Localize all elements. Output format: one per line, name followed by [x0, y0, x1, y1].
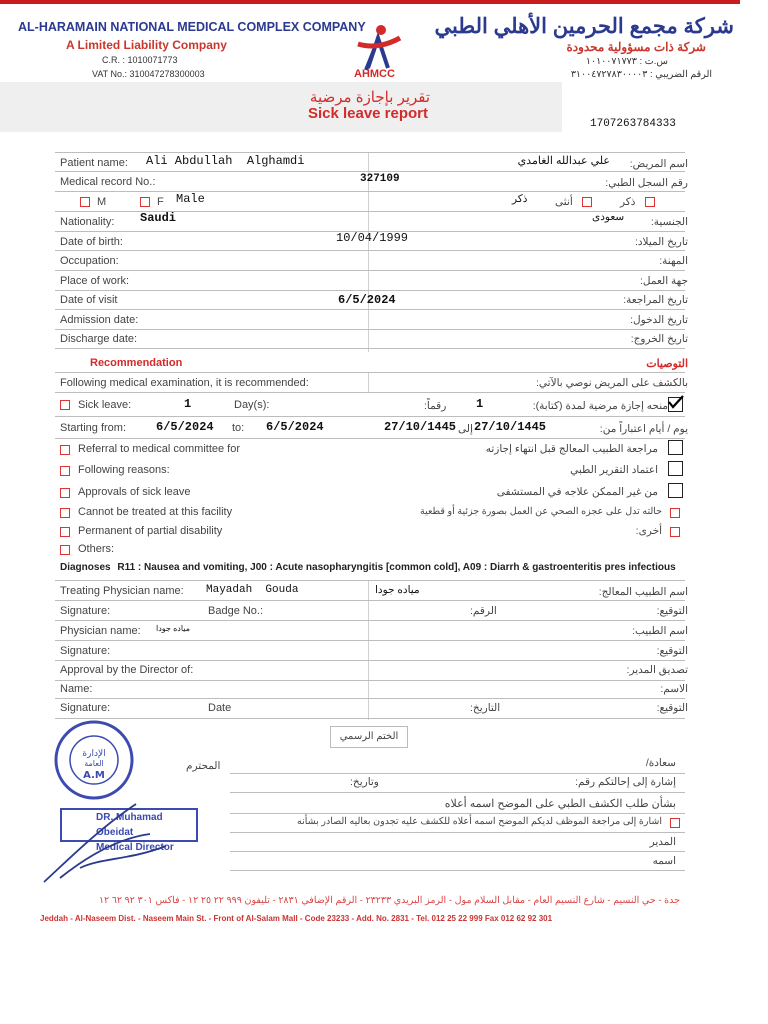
- start-label: Starting from:: [60, 422, 127, 434]
- visit-label-ar: تاريخ المراجعة:: [623, 294, 688, 306]
- cr-number-en: C.R. : 1010071773: [102, 55, 178, 65]
- signature-label-ar: التوقيع:: [656, 605, 688, 617]
- dob-label: Date of birth:: [60, 236, 123, 248]
- seal-icon: [52, 718, 136, 802]
- row-line: [55, 416, 685, 417]
- start-value: 6/5/2024: [156, 420, 214, 434]
- option-cannot-treat: Cannot be treated at this facility: [78, 506, 233, 518]
- director-ar: المدير: [649, 836, 676, 848]
- option-reasons-ar: اعتماد التقرير الطبي: [570, 464, 658, 476]
- dob-value: 10/04/1999: [336, 231, 409, 245]
- footer-address-en: Jeddah - Al-Naseem Dist. - Naseem Main St. - Front of Al-Salam Mall - Code 23233 - Add. No. 2831 - Tel. 012 25 22 999 Fax 012 62 92 301: [40, 914, 553, 923]
- option-checkbox[interactable]: [60, 466, 70, 476]
- name-label-ar: الاسم:: [660, 683, 688, 695]
- nationality-value-ar: سعودى: [592, 211, 625, 223]
- male-checkbox[interactable]: [80, 197, 90, 207]
- title-band: [0, 82, 562, 132]
- option-checkbox[interactable]: [60, 545, 70, 555]
- mrn-label-ar: رقم السجل الطبي:: [605, 177, 688, 189]
- company-name-en: AL-HARAMAIN NATIONAL MEDICAL COMPLEX COMPANY: [18, 20, 366, 34]
- row-line: [55, 392, 685, 393]
- vat-number-en: VAT No.: 310047278300003: [92, 69, 205, 79]
- report-title-en: Sick leave report: [307, 105, 429, 122]
- option-checkbox-ar[interactable]: [668, 461, 683, 476]
- vat-number-ar: الرقم الضريبي : ٣١٠٠٤٧٢٧٨٣٠٠٠٠٣: [570, 69, 712, 80]
- option-checkbox-ar[interactable]: [668, 440, 683, 455]
- treating-physician-value: Mayadah Gouda: [206, 584, 299, 596]
- hijri-start: 27/10/1445: [384, 420, 457, 434]
- admission-label: Admission date:: [60, 314, 139, 326]
- patient-name-value: Ali Abdullah Alghamdi: [146, 154, 305, 168]
- diagnoses-label: Diagnoses: [60, 562, 111, 573]
- treating-physician-label: Treating Physician name:: [60, 585, 184, 597]
- option-disability: Permanent of partial disability: [78, 525, 223, 537]
- gender-value: Male: [176, 192, 205, 206]
- sick-leave-days: 1: [184, 397, 192, 411]
- svg-text:العامة: العامة: [84, 759, 104, 768]
- report-number: 1707263784333: [590, 118, 676, 130]
- director-signature: [40, 798, 170, 888]
- excellency-ar: سعادة/: [645, 757, 676, 769]
- visit-label: Date of visit: [60, 294, 118, 306]
- row-line: [230, 851, 685, 852]
- date-label-ar: التاريخ:: [470, 702, 501, 714]
- and-date-ar: وتاريخ:: [350, 776, 379, 788]
- treating-physician-label-ar: اسم الطبيب المعالج:: [598, 586, 688, 598]
- approval-label-ar: تصديق المدير:: [626, 664, 688, 676]
- option-checkbox[interactable]: [60, 527, 70, 537]
- row-line: [230, 870, 685, 871]
- cr-number-ar: س.ت : ١٠١٠٠٧١٧٧٣: [585, 56, 668, 67]
- number-label-ar: رقماً:: [424, 400, 447, 412]
- signature-label: Signature:: [60, 605, 111, 617]
- physician-name-label: Physician name:: [60, 625, 141, 637]
- nationality-label: Nationality:: [60, 216, 115, 228]
- row-line: [55, 438, 685, 439]
- svg-text:A.M: A.M: [83, 770, 105, 781]
- days-label: Day(s):: [234, 399, 270, 411]
- sick-leave-checkbox[interactable]: [60, 400, 70, 410]
- company-name-ar: شركة مجمع الحرمين الأهلي الطبي: [434, 15, 734, 38]
- patient-name-value-ar: علي عبدالله الغامدي: [517, 155, 610, 167]
- mrn-label: Medical record No.:: [60, 176, 156, 188]
- badge-label: Badge No.:: [208, 605, 264, 617]
- end-value: 6/5/2024: [266, 420, 324, 434]
- option-checkbox[interactable]: [60, 445, 70, 455]
- row-line: [55, 329, 685, 330]
- row-line: [55, 290, 685, 291]
- regarding-ar: بشأن طلب الكشف الطبي على الموضح اسمه أعلاه: [444, 798, 676, 810]
- signature2-label-ar: التوقيع:: [656, 645, 688, 657]
- row-line: [230, 813, 685, 814]
- dob-label-ar: تاريخ الميلاد:: [634, 236, 688, 248]
- respected-ar: المحترم: [186, 760, 221, 772]
- option-referral-ar: مراجعة الطبيب المعالج قبل انتهاء إجازته: [485, 443, 658, 455]
- female-checkbox[interactable]: [140, 197, 150, 207]
- admission-label-ar: تاريخ الدخول:: [630, 314, 688, 326]
- row-line: [55, 680, 685, 681]
- row-line: [55, 348, 685, 349]
- option-checkbox[interactable]: [60, 488, 70, 498]
- occupation-label-ar: المهنة:: [659, 255, 688, 267]
- nationality-value: Saudi: [140, 211, 177, 225]
- company-type-ar: شركة ذات مسؤولية محدودة: [566, 40, 706, 54]
- grid-divider: [368, 372, 369, 392]
- report-title-ar: تقرير بإجازة مرضية: [309, 89, 431, 106]
- discharge-label: Discharge date:: [60, 333, 138, 345]
- round-seal: [52, 718, 136, 802]
- recommendation-heading: Recommendation: [90, 357, 183, 369]
- official-stamp-label: الختم الرسمي: [339, 731, 399, 742]
- hijri-label-ar: يوم / أيام اعتباراً من:: [599, 423, 688, 435]
- logo-text: AHMCC: [354, 68, 395, 80]
- female-label-ar: أنثى: [555, 196, 573, 208]
- instruction-ar: اشارة إلى مراجعة الموظف لديكم الموضح اسمه أعلاه للكشف عليه تجدون بعاليه الصادر بشأنه: [297, 816, 662, 827]
- hijri-end: 27/10/1445: [474, 420, 547, 434]
- row-line: [55, 660, 685, 661]
- sick-leave-checkbox-ar[interactable]: [668, 397, 683, 412]
- name-ar: اسمه: [652, 855, 676, 867]
- row-line: [55, 191, 685, 192]
- nationality-label-ar: الجنسية:: [650, 216, 688, 228]
- patient-name-label: Patient name:: [60, 157, 128, 169]
- female-checkbox-ar[interactable]: [582, 197, 592, 207]
- instruction-checkbox[interactable]: [670, 818, 680, 828]
- row-line: [55, 580, 685, 581]
- sick-leave-label-ar: منحه إجازة مرضية لمدة (كتابة):: [532, 400, 668, 412]
- reference-ar: إشارة إلى إحالتكم رقم:: [575, 776, 676, 788]
- date-label: Date: [208, 702, 232, 714]
- work-label: Place of work:: [60, 275, 130, 287]
- row-line: [55, 309, 685, 310]
- male-label-ar: ذكر: [620, 196, 636, 208]
- physician-name-value: مياده جودا: [156, 624, 190, 633]
- recommendation-intro-ar: بالكشف على المريض نوصي بالآتي:: [536, 377, 688, 389]
- signature3-label: Signature:: [60, 702, 111, 714]
- sick-leave-label: Sick leave:: [78, 399, 132, 411]
- company-type-en: A Limited Liability Company: [66, 38, 227, 52]
- work-label-ar: جهة العمل:: [640, 275, 688, 287]
- visit-value: 6/5/2024: [338, 293, 396, 307]
- row-line: [55, 270, 685, 271]
- physician-name-label-ar: اسم الطبيب:: [632, 625, 688, 637]
- row-line: [55, 718, 685, 719]
- option-others-ar: أخرى:: [635, 525, 662, 537]
- top-red-bar: [0, 0, 740, 4]
- footer-address-ar: جدة - حي النسيم - شارع النسيم العام - مقابل السلام مول - الرمز البريدي ٢٣٢٣٣ - الرقم الإضافي ٢٨٣١ - تليفون ٩٩٩ ٢٢ ٢٥ ١٢ - فاكس ٣٠١ ٩٢ ٦٢ ١٢: [98, 895, 680, 906]
- occupation-label: Occupation:: [60, 255, 119, 267]
- signature-scribble-icon: [40, 798, 170, 888]
- row-line: [55, 171, 685, 172]
- badge-label-ar: الرقم:: [470, 605, 497, 617]
- option-checkbox-ar[interactable]: [668, 483, 683, 498]
- row-line: [55, 620, 685, 621]
- discharge-label-ar: تاريخ الخروج:: [630, 333, 688, 345]
- recommendation-intro: Following medical examination, it is recommended:: [60, 377, 309, 389]
- option-checkbox[interactable]: [60, 508, 70, 518]
- svg-text:الإدارة: الإدارة: [82, 749, 106, 759]
- row-line: [230, 832, 685, 833]
- recommendation-heading-ar: التوصيات: [646, 358, 688, 370]
- treating-physician-value-ar: مياده جودا: [375, 584, 420, 596]
- female-label: F: [157, 196, 164, 208]
- row-line: [55, 640, 685, 641]
- gender-value-ar: ذكر: [512, 193, 528, 205]
- name-label: Name:: [60, 683, 93, 695]
- option-checkbox-ar[interactable]: [670, 508, 680, 518]
- patient-name-label-ar: اسم المريض:: [629, 158, 688, 170]
- option-cannot-treat-ar: حالته تدل على عجزه الصحي عن العمل بصورة جزئية أو قطعية: [419, 506, 662, 517]
- male-checkbox-ar[interactable]: [645, 197, 655, 207]
- row-line: [55, 698, 685, 699]
- hijri-to-label-ar: إلى: [458, 423, 473, 435]
- mrn-value: 327109: [360, 173, 400, 185]
- signature2-label: Signature:: [60, 645, 111, 657]
- diagnoses-row: [60, 562, 692, 573]
- signature3-label-ar: التوقيع:: [656, 702, 688, 714]
- to-label: to:: [232, 422, 245, 434]
- checkmark-icon: [668, 395, 684, 409]
- option-approvals: Approvals of sick leave: [78, 486, 191, 498]
- male-label: M: [97, 196, 107, 208]
- option-checkbox-ar[interactable]: [670, 527, 680, 537]
- option-approvals-ar: من غير الممكن علاجه في المستشفى: [496, 486, 658, 498]
- director-stamp: DR. Muhamad Obeidat Medical Director: [60, 808, 198, 842]
- row-line: [55, 600, 685, 601]
- grid-divider: [368, 580, 369, 720]
- option-others: Others:: [78, 543, 115, 555]
- row-line: [55, 372, 685, 373]
- row-line: [230, 773, 685, 774]
- diagnoses-text: R11 : Nausea and vomiting, J00 : Acute nasopharyngitis [common cold], A09 : Diarrh & gastroenteritis pres infectious: [117, 562, 676, 573]
- official-stamp-box: [330, 726, 408, 748]
- option-referral: Referral to medical committee for: [78, 443, 240, 455]
- row-line: [55, 152, 685, 153]
- row-line: [230, 792, 685, 793]
- sick-leave-days-ar: 1: [476, 397, 484, 411]
- row-line: [55, 250, 685, 251]
- approval-label: Approval by the Director of:: [60, 664, 194, 676]
- option-reasons: Following reasons:: [78, 464, 170, 476]
